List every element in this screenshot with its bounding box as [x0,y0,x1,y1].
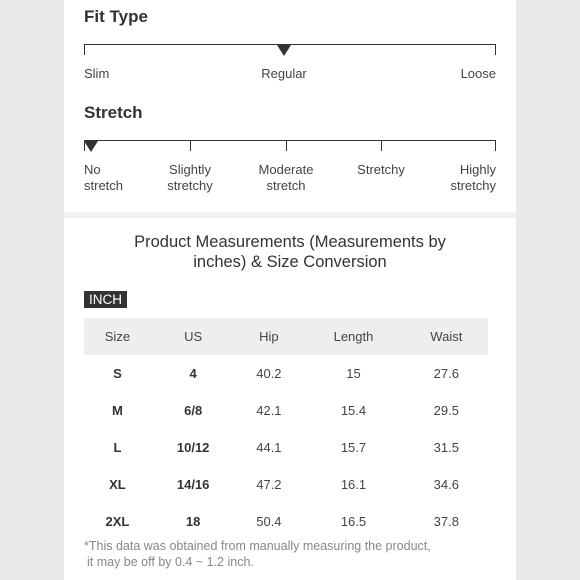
header-waist: Waist [405,318,488,355]
fit-stretch-section [64,0,516,212]
cell-waist: 37.8 [433,514,459,529]
unit-badge: INCH [84,291,127,308]
stretch-label-no-stretch: No stretch [84,162,124,193]
table-row [84,503,488,540]
stretch-label-moderate: Moderate stretch [258,162,314,193]
table-row [84,392,488,429]
stretch-label-slightly: Slightly stretchy [167,162,213,193]
size-guide-panel [64,0,516,580]
table-row [84,429,488,466]
measurement-footnote: *This data was obtained from manually measuring the product, it may be off by 0.4 ~ 1.2 inch. [84,539,431,569]
cell-size: L [113,440,122,455]
stretch-tick-4 [495,140,496,151]
header-length: Length [302,318,404,355]
stretch-label-stretchy: Stretchy [357,162,405,177]
cell-hip: 47.2 [256,477,282,492]
cell-us: 18 [185,514,201,529]
cell-length: 16.5 [340,514,367,529]
measurements-title: Product Measurements (Measurements by inches) & Size Conversion [134,233,446,271]
cell-length: 16.1 [340,477,367,492]
stretch-selected-marker-icon [84,141,98,152]
fit-label-regular: Regular [261,66,307,81]
cell-us: 6/8 [184,403,203,418]
table-row [84,466,488,503]
cell-length: 15.7 [340,440,367,455]
cell-waist: 31.5 [433,440,459,455]
cell-length: 15.4 [340,403,367,418]
stretch-scale [84,140,496,141]
cell-waist: 27.6 [433,366,459,381]
stretch-label-highly: Highly stretchy [450,162,496,193]
cell-hip: 44.1 [256,440,282,455]
header-size: Size [84,318,151,355]
header-us: US [151,318,236,355]
cell-us: 14/16 [176,477,210,492]
cell-waist: 29.5 [433,403,459,418]
fit-label-slim: Slim [84,66,110,81]
cell-size: XL [109,477,126,492]
cell-hip: 40.2 [256,366,282,381]
cell-size: 2XL [105,514,130,529]
fit-tick-slim [84,44,85,55]
stretch-tick-2 [286,140,287,151]
stretch-title: Stretch [84,103,143,122]
table-header-row [84,318,488,355]
fit-tick-loose [495,44,496,55]
size-table [84,318,488,540]
fit-type-title: Fit Type [84,7,148,26]
header-hip: Hip [235,318,302,355]
fit-label-loose: Loose [460,66,496,81]
cell-length: 15 [346,366,361,381]
stretch-tick-1 [190,140,191,151]
fit-selected-marker-icon [277,45,291,56]
cell-hip: 50.4 [256,514,282,529]
cell-us: 4 [189,366,197,381]
cell-size: S [113,366,122,381]
stretch-tick-3 [381,140,382,151]
cell-us: 10/12 [176,440,210,455]
cell-size: M [112,403,123,418]
table-row [84,355,488,392]
cell-hip: 42.1 [256,403,282,418]
cell-waist: 34.6 [433,477,459,492]
